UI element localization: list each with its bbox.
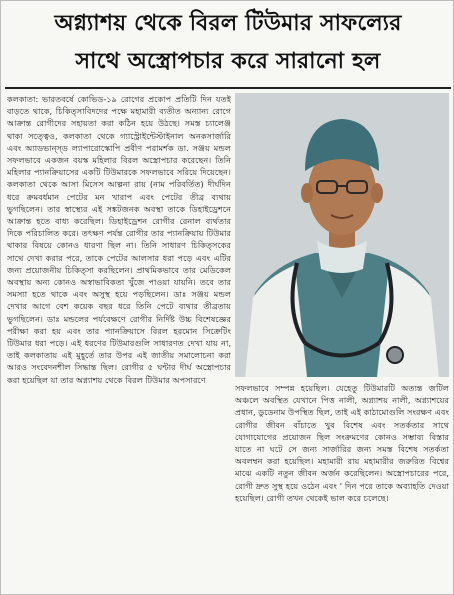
headline-line-2: সাথে অস্ত্রোপচার করে সারানো হল	[75, 49, 381, 74]
article-body-right-column	[235, 382, 449, 587]
article-body-left-text: কলকাতা: ভারতবর্ষে কোভিড-১৯ রোগের প্রকোপ প্রতিটি দিন যতই বাড়তে থাকে, চিকিত্সাবিদদের পক্ষে মহামারী ব্যতীত অন্যান্য রোগে আক্রান্ত রোগীদের সহায়তা করা কঠিন হয়ে উঠছে। সমস্ত চ্যালেঞ্জ থাকা সত্ত্বেও, কলকাতা থেকে গ্যাস্ট্রোইন্টেস্টাইনাল অনকসার্জারি এবং অ্যাডভান্স্ড ল্যাপারোস্কোপি প্রবীণ পরামর্শক ডা. সঞ্জয় মন্ডল সফলভাবে একজন বয়স্ক মহিলার বিরল অস্ত্রোপচার করেছেন। তিনি মহিলার প্যানক্রিয়াসের একটি টিউমারকে সফলভাবে সরিয়ে দিয়েছেন।কলকাতা থেকে আসা মিসেস আল্পনা রায় (নাম পরিবর্তিত) দীর্ঘদিন ধরে ক্রমবর্ধমান পেটের মন খারাপ এবং পেটের তীব্র ব্যথায় ভুগছিলেন। তার স্বাস্থ্যের এই সঙ্কটজনক অবস্থা তাকে ডিহাইড্রেশনে আক্রান্ত হতে বাধ্য করেছিল। ডিহাইড্রেশন রোগীর রেনাল ব্যর্থতার দিকে পরিচালিত করে। তৎক্ষণ পর্যন্ত রোগীর তার প্যানক্রিয়ায় টিউমার থাকার বিষয়ে কোনও ধারণা ছিল না। তিনি সাধারণ চিকিত্সকের সাথে দেখা করার পরে, তাকে পেটের আলসার ধরা পড়ে এবং এটির জন্য প্রয়োজনীয় চিকিত্সা করছিলেন। প্রাথমিকভাবে তার মেডিকেল অবস্থায় অন্য কোনও অস্বাভাবিকতা খুঁজে পাওয়া যায়নি। তবে তার সমস্যা হতে থাকে এবং অসুস্থ হয়ে পড়ছিলেন। ডাঃ সঞ্জয় মন্ডল দেখার আগে বেশ কয়েক বছর ধরে তিনি পেটে ব্যথার তীব্রতায় ভুগছিলেন। ডাঃ মন্ডলের পর্যবেক্ষণে রোগীর নির্দিষ্ট উচ্চ বিশেষজ্ঞের পরীক্ষা করা হয় এবং তার প্যানক্রিয়াসে বিরল হরমোন সিক্রেটিং টিউমার ধরা পড়ে। এই ধরণের টিউমারগুলি সাধারণত দেখা যায় না, তাই কলকাতায় এই মুহূর্তে তার উপর এই জাতীয় সমালোচনা করা আরও সংবেদনশীল সিদ্ধান্ত ছিল। রোগীর ৫ ঘন্টার দীর্ঘ অস্ত্রোপচার করা হয়েছিল যা তার অগ্ন্যাশয় থেকে বিরল টিউমার অপসারণে	[7, 94, 231, 385]
article-body-left-column	[7, 93, 231, 593]
article-body-right-text: সফলভাবে সম্পন্ন হয়েছিল। যেহেতু টিউমারটি অত্যন্ত জটিল অঞ্চলে অবস্থিত যেখানে পিত্ত নালী, অগ্ন্যাশয় নালী, অগ্ন্যাশয়ের প্রধান, ডুডেনাম উপস্থিত ছিল, তাই এই কাঠামোগুলি সংরক্ষণ এবং রোগীর জীবন বাঁচাতে খুব বিশেষ এবং সতর্কতার সাথে যোগাযোগের প্রয়োজন ছিল সংক্রমণের কোনও সম্ভাব্য বিস্তার যাতে না ঘটে সে জন্য সার্জারির জন্য সমস্ত বিশেষ সতর্কতা অবলম্বন করা হয়েছিল। মহামারী রায় মহামারীর জরুরিত বিশ্বের মাঝে একটি নতুন জীবন অর্জন করেছিলেন। অস্ত্রোপচারের পরে, রোগী দ্রুত সুস্থ হয়ে ওঠেন এবং ' দিন পরে তাকে অব্যাহতি দেওয়া হয়েছিল। রোগী তখন থেকেই ভাল করে চলেছে।	[235, 383, 449, 503]
article-headline	[5, 5, 451, 85]
surgeon-photo	[235, 93, 449, 377]
headline-divider	[5, 87, 451, 89]
headline-line-1: অগ্ন্যাশয় থেকে বিরল টিউমার সাফল্যের	[54, 11, 402, 36]
surgeon-portrait-image	[235, 93, 449, 377]
